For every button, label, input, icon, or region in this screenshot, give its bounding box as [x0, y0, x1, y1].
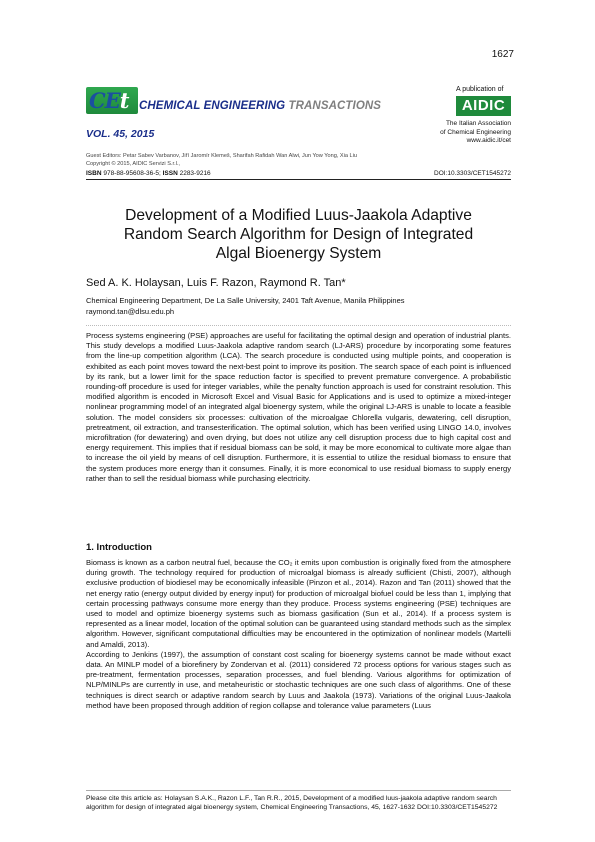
guest-editors: Guest Editors: Petar Sabev Varbanov, Jiří Jaromír Klemeš, Sharifah Rafidah Wan Alwi, Jun Yow Yong, Xia Liu Copyright © 2015, AIDIC Servizi S.r.l.,: [86, 153, 358, 167]
section-heading: 1. Introduction: [86, 542, 152, 553]
abstract-text: Process systems engineering (PSE) approaches are useful for facilitating the optimal design and operation of industrial plants. This study develops a modified Luus-Jaakola adaptive random search (LJ-ARS) procedure by incorporating some features from the line-up competition algorithm (LCA). The search procedure is conducted using multiple points, and cooperation is exhibited as each point moves toward the next-best point to improve its position. The search space of each point is influenced by its rank, but a lower limit for the space reduction factor is specified to prevent premature convergence. A probabilistic rounding-off procedure is used for integer variables, while the penalty function approach is used for constraint resolution. This modified algorithm is encoded in Microsoft Excel and Visual Basic for Applications and is used to optimize a mixed-integer nonlinear programming model of an integrated algal bioenergy system, while the original LJ-ARS is unable to locate a feasible solution. The model considers six processes: cultivation of the microalgae Chlorella vulgaris, dewatering, cell disruption, pretreatment, oil extraction, and transesterification. The optimal solution, which has been verified using LINGO 14.0, involves microfiltration (for dewatering) and oven drying, but does not utilize any cell disruption process due to high capital cost and energy requirement. This implies that if residual biomass can be sold, it may be more economical to cultivate more algae than to increase the oil yield by means of cell disruption. Furthermore, it is essential to utilize the residual biomass to ensure that the system produces more energy than it consumes. Finally, it is more economical to use residual biomass to supply energy rather than to sell the residual biomass while purchasing electricity.: [86, 331, 511, 483]
paragraph: Biomass is known as a carbon neutral fuel, because the CO₂ it emits upon combustion is originally fixed from the atmosphere during growth. The technology required for production of microalgal biomass is already sufficient (Chisti, 2007), although exclusive production of biodiesel may be economically infeasible (Pinzon et al., 2014). Razon and Tan (2011) showed that the net energy ratio (energy output divided by energy input) for production of microalgal biofuel could be less than 1, implying that certain processing pathways consume more energy than they produce. Process systems engineering (PSE) techniques are used to model and optimize bioenergy systems such as biomass gasification (Sun et al., 2014). If a process system is represented as a linear model, location of the optimal solution can be guaranteed using standard methods such as the simplex algorithm. However, significant computational difficulties may be encountered in the optimization of nonlinear models (Martelli and Amaldi, 2013).: [86, 558, 511, 649]
cet-logo: CEt: [86, 87, 138, 114]
volume-label: VOL. 45, 2015: [86, 128, 155, 140]
citation-note: Please cite this article as: Holaysan S.A.K., Razon L.F., Tan R.R., 2015, Development of a modified luus-jaakola adaptive random search algorithm for design of integrated algal bioenergy system, Chemical Engineering Transactions, 45, 1627-1632 DOI:10.3303/CET1545272: [86, 795, 498, 812]
publication-label: A publication of: [456, 86, 504, 93]
doi: DOI:10.3303/CET1545272: [434, 170, 511, 177]
author-email[interactable]: raymond.tan@dlsu.edu.ph: [86, 307, 175, 316]
introduction-body: [86, 558, 511, 711]
header-rule: [86, 179, 511, 180]
affiliation: Chemical Engineering Department, De La Salle University, 2401 Taft Avenue, Manila Philippines: [86, 296, 405, 305]
paragraph: According to Jenkins (1997), the assumption of constant cost scaling for bioenergy systems cannot be made without exact data. An MINLP model of a biorefinery by Zondervan et al. (2011) considered 72 process options for various stages such as pre-treatment, fermentation processes, separation processes, and fuel blending. Various algorithms for optimization of NLP/MINLPs are currently in use, and metaheuristic or stochastic techniques are one such class of algorithms. One of these techniques is direct search or adaptive random search by Luus and Jaakola (1973). Variations of the original Luus-Jaakola method have been proposed through addition of region collapse and tolerance value parameters (Luus: [86, 649, 511, 710]
copyright: Copyright © 2015, AIDIC Servizi S.r.l.,: [86, 160, 180, 167]
footer-rule: [86, 790, 511, 791]
aidic-logo: AIDIC: [456, 96, 511, 116]
page-number: 1627: [491, 49, 514, 60]
paper-title: Development of a Modified Luus-Jaakola Adaptive Random Search Algorithm for Design of Integrated Algal Bioenergy System: [123, 207, 474, 262]
abstract: [86, 325, 511, 484]
journal-title: CHEMICAL ENGINEERING TRANSACTIONS: [139, 100, 382, 112]
isbn-issn-line: ISBN 978-88-95608-36-5; ISSN 2283-9216 DOI:10.3303/CET1545272: [86, 170, 511, 177]
publisher-description: The Italian Association of Chemical Engineering www.aidic.it/cet: [434, 120, 511, 146]
publisher-link[interactable]: www.aidic.it/cet: [466, 137, 511, 145]
authors: Sed A. K. Holaysan, Luis F. Razon, Raymond R. Tan*: [86, 277, 346, 289]
